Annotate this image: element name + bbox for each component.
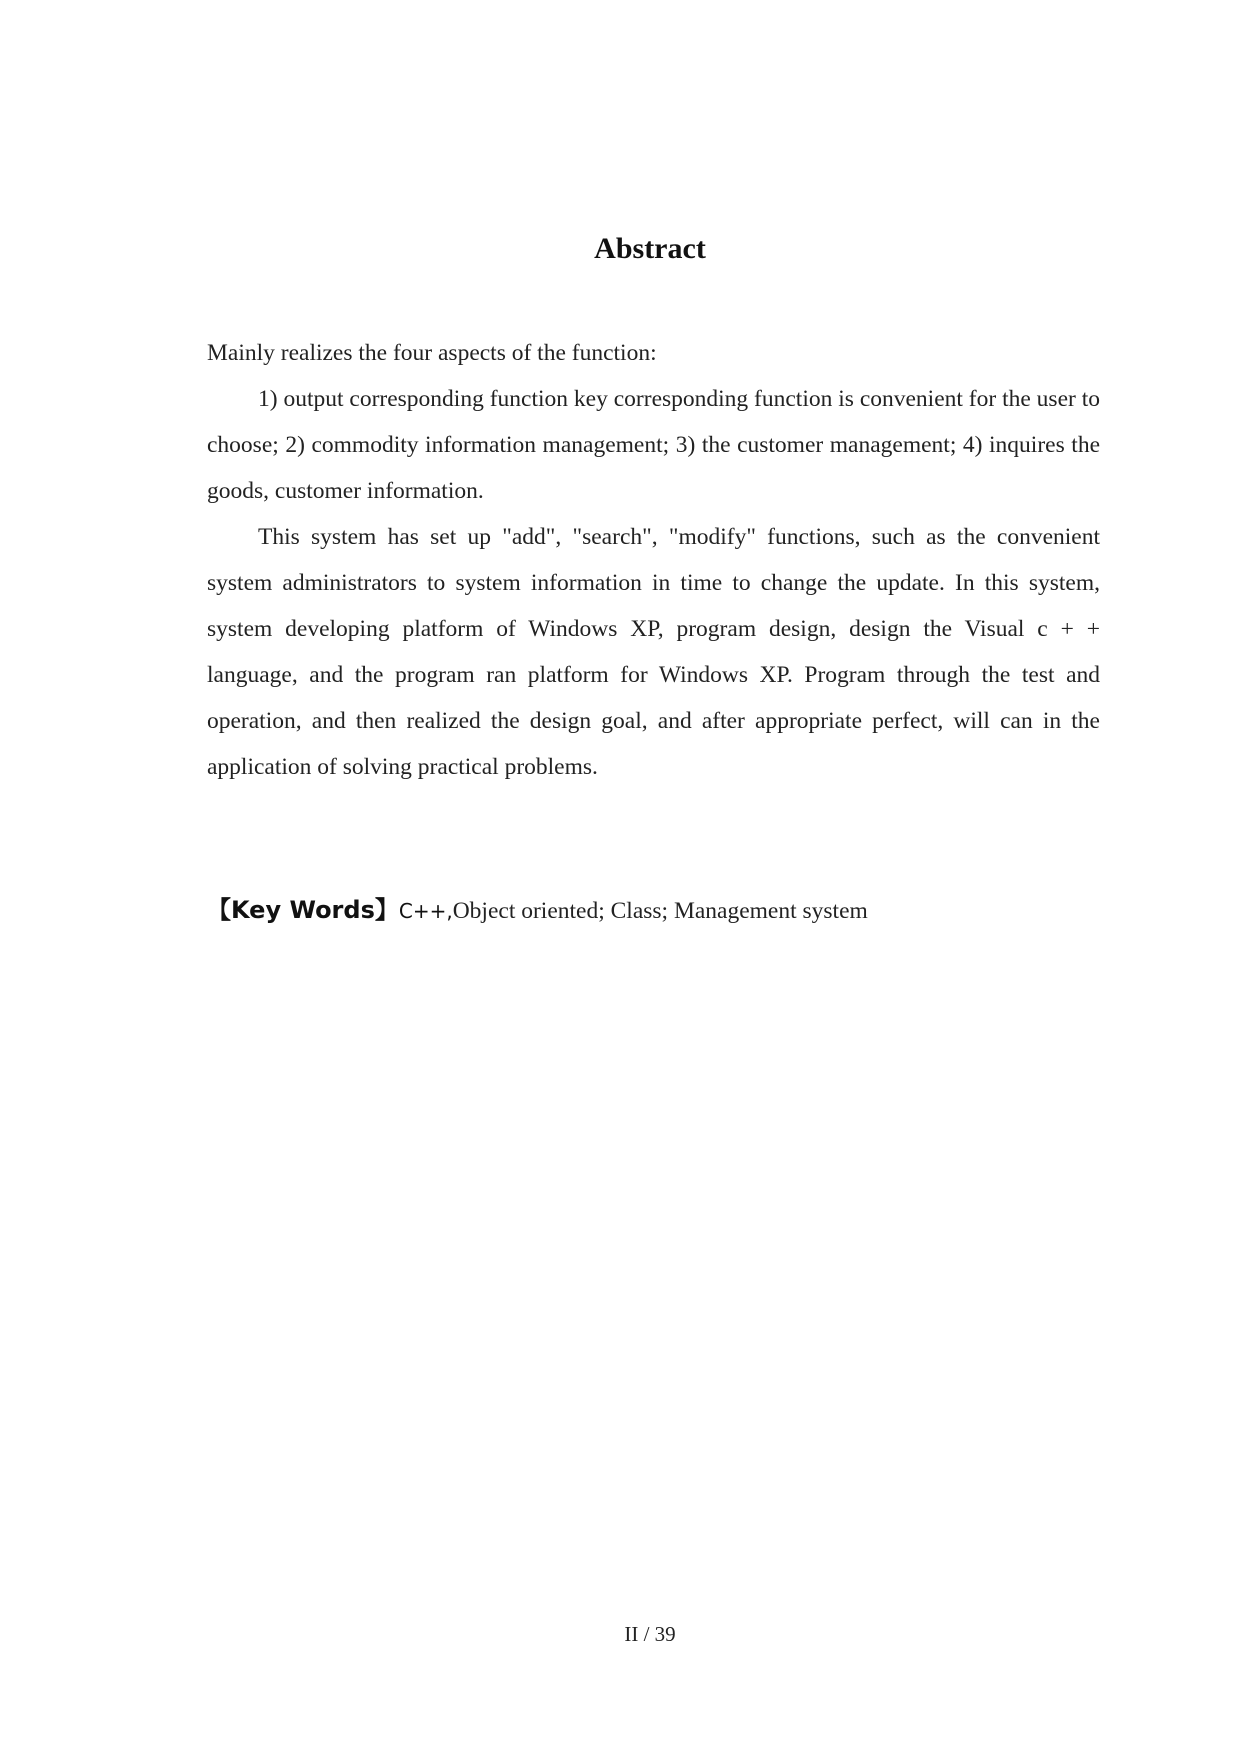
abstract-title: Abstract — [594, 232, 706, 265]
abstract-body — [207, 330, 1100, 790]
abstract-paragraph-functions: 1) output corresponding function key corresponding function is convenient for the user to choose; 2) commodity information management; 3) the customer management; 4) inquires the goods, customer information. — [207, 386, 1100, 504]
keywords-line — [207, 890, 868, 931]
keywords-first: C++, — [398, 899, 453, 923]
abstract-paragraph-system: This system has set up "add", "search", "modify" functions, such as the convenient system administrators to system information in time to change the update. In this system, system developing platform of Windows XP, program design, design the Visual c + + language, and the program ran platform for Windows XP. Program through the test and operation, and then realized the design goal, and after appropriate perfect, will can in the application of solving practical problems. — [207, 524, 1100, 780]
keywords-rest: Object oriented; Class; Management system — [452, 898, 868, 924]
keywords-label: 【Key Words】 — [207, 896, 399, 924]
abstract-paragraph-intro: Mainly realizes the four aspects of the function: — [207, 340, 657, 366]
page-number: II / 39 — [624, 1622, 676, 1646]
